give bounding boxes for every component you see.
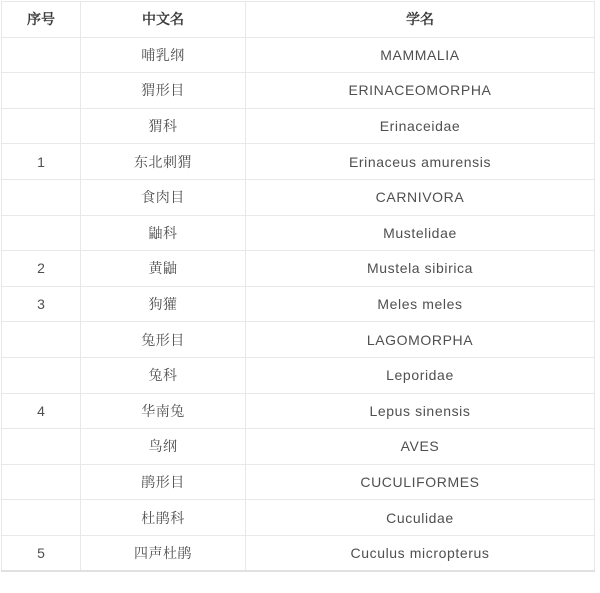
cell-chinese-name: 鼬科 (81, 215, 246, 251)
table-row (2, 393, 595, 429)
cell-index: 4 (2, 393, 81, 429)
cell-chinese-name: 鸟纲 (81, 429, 246, 465)
cell-chinese-name: 鹃形目 (81, 464, 246, 500)
cell-index: 1 (2, 144, 81, 180)
cell-scientific-name: Erinaceus amurensis (246, 144, 595, 180)
table-row (2, 286, 595, 322)
cell-scientific-name: Cuculidae (246, 500, 595, 536)
cell-chinese-name: 黄鼬 (81, 251, 246, 287)
cell-index: 5 (2, 535, 81, 571)
cell-scientific-name: Meles meles (246, 286, 595, 322)
cell-index (2, 73, 81, 109)
cell-chinese-name: 兔科 (81, 357, 246, 393)
cell-index (2, 429, 81, 465)
cell-scientific-name: AVES (246, 429, 595, 465)
table-row (2, 144, 595, 180)
table-row (2, 108, 595, 144)
cell-chinese-name: 四声杜鹃 (81, 535, 246, 571)
cell-index (2, 108, 81, 144)
table-row (2, 179, 595, 215)
cell-scientific-name: Mustelidae (246, 215, 595, 251)
cell-chinese-name: 东北刺猬 (81, 144, 246, 180)
cell-chinese-name: 猬形目 (81, 73, 246, 109)
table-body (2, 37, 595, 571)
column-header-scientific-name: 学名 (246, 2, 595, 38)
cell-scientific-name: MAMMALIA (246, 37, 595, 73)
column-header-index: 序号 (2, 2, 81, 38)
table-row (2, 215, 595, 251)
table-row (2, 500, 595, 536)
cell-index (2, 179, 81, 215)
table-row (2, 251, 595, 287)
cell-scientific-name: Leporidae (246, 357, 595, 393)
table-row (2, 73, 595, 109)
cell-chinese-name: 哺乳纲 (81, 37, 246, 73)
cell-scientific-name: ERINACEOMORPHA (246, 73, 595, 109)
table-row (2, 535, 595, 571)
cell-index: 2 (2, 251, 81, 287)
cell-index (2, 37, 81, 73)
table-row (2, 37, 595, 73)
cell-scientific-name: Erinaceidae (246, 108, 595, 144)
cell-index: 3 (2, 286, 81, 322)
table-row (2, 357, 595, 393)
cell-chinese-name: 华南兔 (81, 393, 246, 429)
cell-chinese-name: 杜鹃科 (81, 500, 246, 536)
cell-index (2, 500, 81, 536)
table-row (2, 429, 595, 465)
cell-chinese-name: 狗獾 (81, 286, 246, 322)
cell-scientific-name: Lepus sinensis (246, 393, 595, 429)
cell-index (2, 322, 81, 358)
table-row (2, 322, 595, 358)
cell-scientific-name: CUCULIFORMES (246, 464, 595, 500)
cell-scientific-name: Cuculus micropterus (246, 535, 595, 571)
table-row (2, 464, 595, 500)
cell-chinese-name: 猬科 (81, 108, 246, 144)
species-table (1, 1, 595, 572)
table-header-row (2, 2, 595, 38)
cell-index (2, 357, 81, 393)
column-header-chinese-name: 中文名 (81, 2, 246, 38)
cell-chinese-name: 兔形目 (81, 322, 246, 358)
cell-scientific-name: CARNIVORA (246, 179, 595, 215)
cell-scientific-name: Mustela sibirica (246, 251, 595, 287)
cell-index (2, 215, 81, 251)
cell-scientific-name: LAGOMORPHA (246, 322, 595, 358)
cell-index (2, 464, 81, 500)
cell-chinese-name: 食肉目 (81, 179, 246, 215)
